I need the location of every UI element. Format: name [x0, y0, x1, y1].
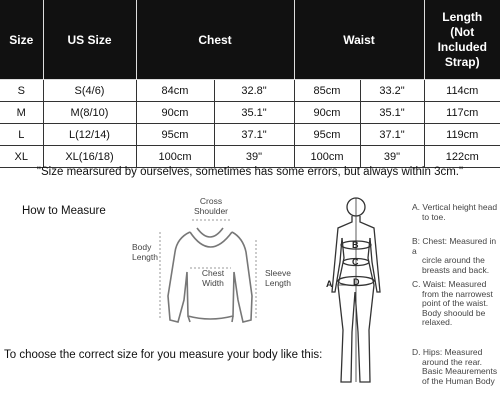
cell-chest-cm: 95cm	[136, 124, 214, 146]
description-c	[412, 280, 500, 328]
header-waist: Waist	[294, 0, 424, 80]
description-c-line: Body shoould be	[422, 307, 486, 318]
description-b-line: circle around the	[422, 255, 485, 266]
cell-length: 114cm	[424, 80, 500, 102]
body-drawing	[332, 198, 380, 382]
cell-length: 119cm	[424, 124, 500, 146]
label-cross-line1: Cross	[199, 196, 223, 206]
header-chest: Chest	[136, 0, 294, 80]
how-to-measure-title: How to Measure	[22, 205, 106, 217]
cell-size: L	[0, 124, 43, 146]
cell-chest-cm: 100cm	[136, 146, 214, 168]
cell-waist-in: 33.2"	[360, 80, 424, 102]
cell-chest-in: 32.8"	[214, 80, 294, 102]
description-b	[412, 237, 500, 275]
cell-waist-in: 37.1"	[360, 124, 424, 146]
label-sleeve-length	[258, 268, 298, 288]
cell-length: 122cm	[424, 146, 500, 168]
label-sleeve-line1: Sleeve	[265, 268, 291, 278]
cell-length: 117cm	[424, 102, 500, 124]
header-us-size: US Size	[43, 0, 136, 80]
cell-waist-cm: 100cm	[294, 146, 360, 168]
cell-chest-in: 37.1"	[214, 124, 294, 146]
description-c-line: point of the waist.	[422, 298, 489, 309]
cell-us-size: M(8/10)	[43, 102, 136, 124]
cell-us-size: L(12/14)	[43, 124, 136, 146]
description-a-line: to toe.	[422, 211, 446, 222]
description-b-line: B: Chest: Measured in a	[412, 236, 497, 256]
description-c-line: C. Waist: Measured	[412, 279, 487, 289]
cell-chest-cm: 84cm	[136, 80, 214, 102]
body-letter-c: C	[352, 257, 359, 267]
cell-us-size: XL(16/18)	[43, 146, 136, 168]
description-c-line: from the narrowest	[422, 288, 493, 299]
label-body-line2: Length	[132, 252, 158, 262]
cell-chest-in: 35.1"	[214, 102, 294, 124]
body-letter-a: A	[326, 279, 333, 289]
label-cross-shoulder	[186, 196, 236, 216]
header-length-line1: Length	[442, 9, 483, 24]
description-a	[412, 203, 500, 222]
label-chest-width	[195, 268, 231, 288]
cell-us-size: S(4/6)	[43, 80, 136, 102]
cell-size: M	[0, 102, 43, 124]
body-letter-d: D	[353, 277, 360, 287]
label-cross-line2: Shoulder	[193, 206, 229, 216]
description-a-line: A. Vertical height head	[412, 202, 498, 212]
cell-size: S	[0, 80, 43, 102]
description-d-line: around the rear.	[422, 356, 483, 367]
description-c-line: relaxed.	[422, 317, 453, 328]
description-d-line: of the Human Body	[422, 375, 495, 386]
cell-waist-cm: 95cm	[294, 124, 360, 146]
cell-chest-in: 39"	[214, 146, 294, 168]
description-b-line: breasts and back.	[422, 264, 490, 275]
cell-waist-cm: 85cm	[294, 80, 360, 102]
label-chestw-line2: Width	[202, 278, 224, 288]
cell-size: XL	[0, 146, 43, 168]
label-body-line1: Body	[132, 242, 152, 252]
description-d-line: Basic Meaurements	[422, 366, 498, 377]
header-length-line2: (Not Included	[437, 24, 487, 54]
description-d	[412, 348, 500, 386]
cell-waist-in: 35.1"	[360, 102, 424, 124]
body-letter-b: B	[352, 240, 359, 250]
choose-size-instruction: To choose the correct size for you measure your body like this:	[4, 349, 323, 361]
cell-waist-in: 39"	[360, 146, 424, 168]
label-body-length	[132, 242, 172, 262]
measurement-note: "Size mearsured by ourselves, sometimes has some errors, but always within 3cm."	[36, 166, 464, 178]
label-sleeve-line2: Length	[265, 278, 291, 288]
label-chestw-line1: Chest	[201, 268, 225, 278]
header-length-line3: Strap)	[444, 54, 480, 69]
cell-waist-cm: 90cm	[294, 102, 360, 124]
cell-chest-cm: 90cm	[136, 102, 214, 124]
description-d-line: D. Hips: Measured	[412, 347, 483, 357]
header-size: Size	[0, 0, 43, 80]
